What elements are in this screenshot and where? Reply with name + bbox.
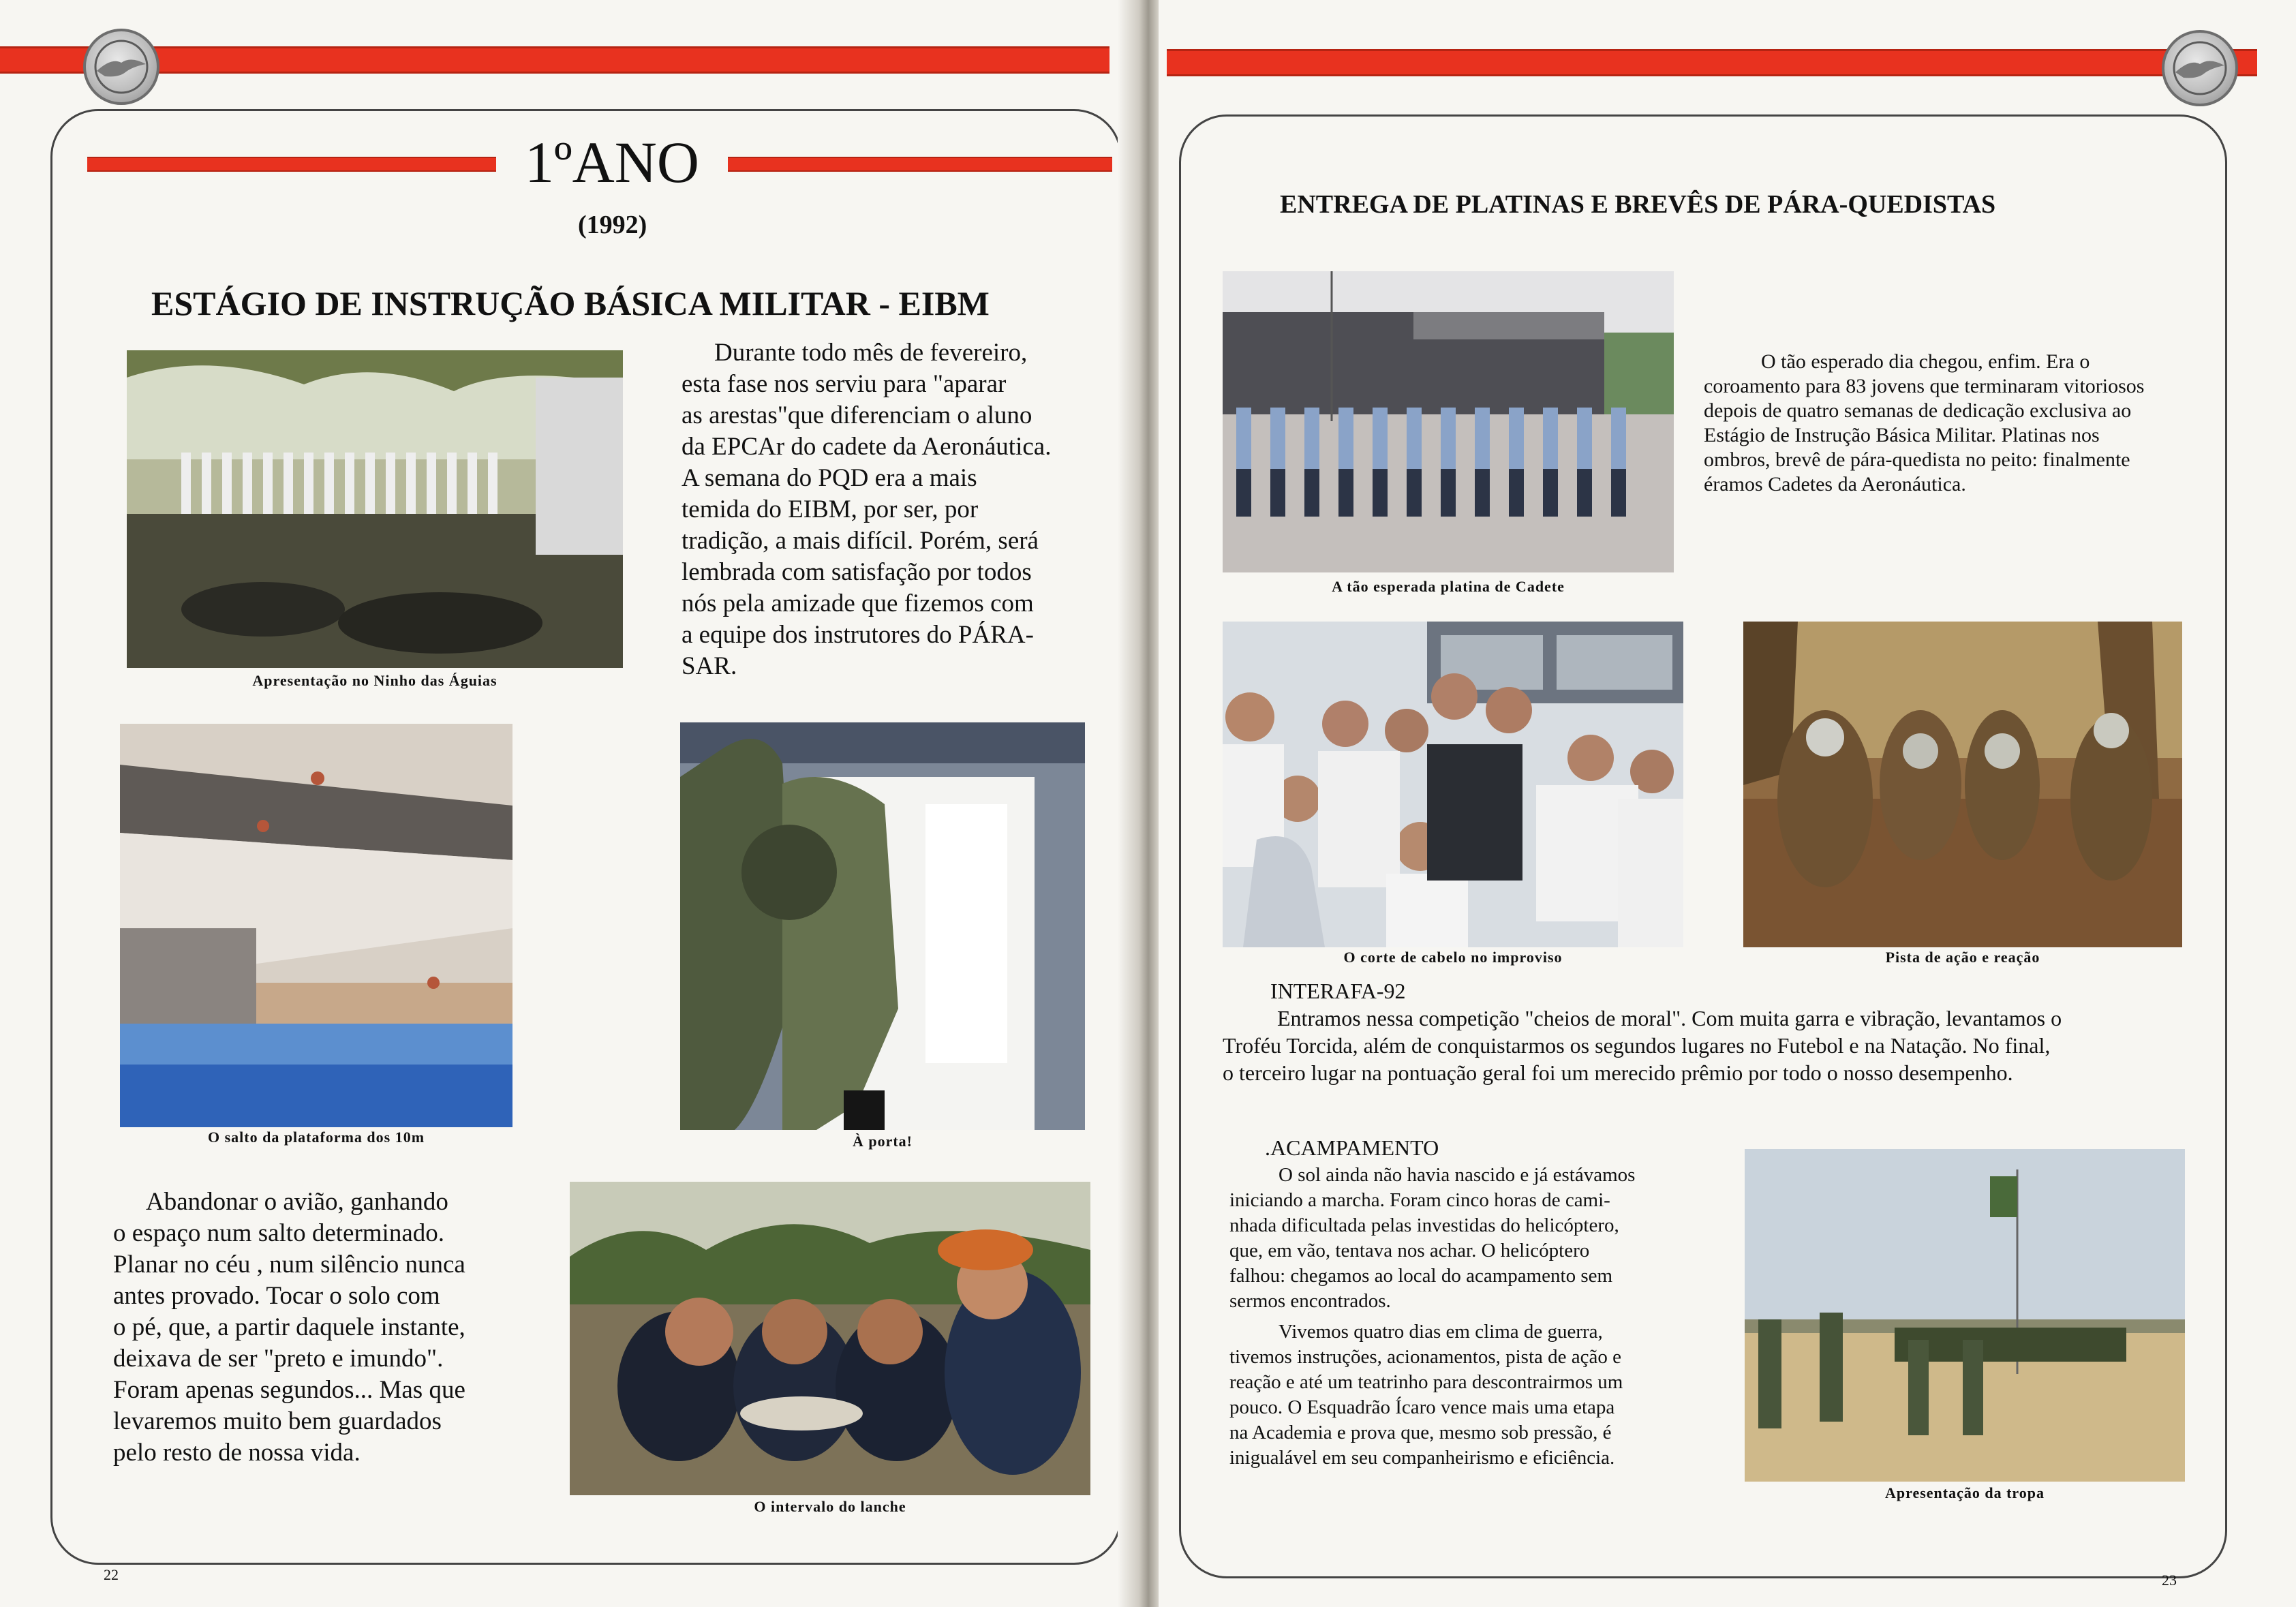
year-number: (1992) [578, 211, 647, 239]
caption-photo-3: À porta! [852, 1133, 913, 1150]
page-number-right: 23 [2162, 1572, 2177, 1589]
camp-line: tivemos instruções, acionamentos, pista de ação e [1229, 1346, 1621, 1368]
camp-line: inigualável em seu companheirismo e eficiência. [1229, 1447, 1615, 1469]
emblem-icon [83, 29, 159, 105]
interafa-line: o terceiro lugar na pontuação geral foi um merecido prêmio por todo o nosso desempenho. [1223, 1060, 2013, 1085]
jump-line: o pé, que, a partir daquele instante, [113, 1313, 465, 1341]
platinas-line: éramos Cadetes da Aeronáutica. [1704, 473, 1966, 495]
photo-intervalo-lanche [570, 1182, 1090, 1495]
top-red-bar-left [0, 46, 1109, 74]
interafa-line: Troféu Torcida, além de conquistarmos os segundos lugares no Futebol e na Natação. No final, [1223, 1033, 2051, 1058]
emblem-icon [2162, 30, 2238, 106]
photo-apresentacao-tropa [1745, 1149, 2185, 1482]
camp-line: reação e até um teatrinho para descontrairmos um [1229, 1371, 1623, 1393]
intro-line: as arestas"que diferenciam o aluno [682, 401, 1032, 429]
camp-line: que, em vão, tentava nos achar. O helicóptero [1229, 1240, 1590, 1261]
section-title-platinas: ENTREGA DE PLATINAS E BREVÊS DE PÁRA-QUEDISTAS [1280, 190, 1996, 219]
photo-platina-cadete [1223, 271, 1674, 572]
right-page [1159, 0, 2296, 1607]
acampamento-title: .ACAMPAMENTO [1265, 1135, 1439, 1160]
camp-line: Vivemos quatro dias em clima de guerra, [1279, 1321, 1603, 1343]
year-title: 1ºANO [525, 129, 699, 195]
title-rule-right [728, 157, 1112, 172]
jump-line: Abandonar o avião, ganhando [146, 1188, 448, 1216]
intro-line: A semana do PQD era a mais [682, 464, 977, 492]
camp-line: falhou: chegamos ao local do acampamento sem [1229, 1265, 1613, 1287]
platinas-line: coroamento para 83 jovens que terminaram vitoriosos [1704, 375, 2145, 397]
caption-photo-4: O intervalo do lanche [754, 1498, 906, 1515]
platinas-line: depois de quatro semanas de dedicação exclusiva ao [1704, 399, 2132, 422]
jump-line: antes provado. Tocar o solo com [113, 1282, 440, 1310]
left-page [0, 0, 1137, 1607]
camp-line: na Academia e prova que, mesmo sob pressão, é [1229, 1422, 1612, 1443]
camp-line: iniciando a marcha. Foram cinco horas de cami- [1229, 1189, 1610, 1211]
photo-pista-acao-reacao [1743, 622, 2182, 947]
platinas-line: Estágio de Instrução Básica Militar. Platinas nos [1704, 424, 2100, 446]
intro-line: da EPCAr do cadete da Aeronáutica. [682, 433, 1052, 461]
photo-ninho-das-aguias [127, 350, 623, 668]
intro-line: a equipe dos instrutores do PÁRA- [682, 621, 1034, 649]
intro-line: Durante todo mês de fevereiro, [714, 339, 1028, 367]
page-number-left: 22 [104, 1566, 119, 1583]
camp-line: nhada dificultada pelas investidas do helicóptero, [1229, 1214, 1619, 1236]
intro-line: esta fase nos serviu para "aparar [682, 370, 1007, 398]
interafa-title: INTERAFA-92 [1270, 979, 1406, 1003]
section-title-eibm: ESTÁGIO DE INSTRUÇÃO BÁSICA MILITAR - EIBM [151, 284, 990, 322]
intro-line: temida do EIBM, por ser, por [682, 495, 979, 523]
camp-line: sermos encontrados. [1229, 1290, 1391, 1312]
top-red-bar-right [1167, 49, 2257, 76]
jump-line: Foram apenas segundos... Mas que [113, 1376, 465, 1404]
intro-line: lembrada com satisfação por todos [682, 558, 1032, 586]
photo-salto-plataforma [120, 724, 512, 1127]
intro-line: SAR. [682, 652, 737, 680]
jump-line: levaremos muito bem guardados [113, 1407, 442, 1435]
caption-photo-2: O corte de cabelo no improviso [1343, 949, 1563, 966]
jump-line: deixava de ser "preto e imundo". [113, 1345, 444, 1373]
camp-line: O sol ainda não havia nascido e já estávamos [1279, 1164, 1636, 1186]
platinas-line: ombros, brevê de pára-quedista no peito: finalmente [1704, 448, 2130, 471]
jump-line: Planar no céu , num silêncio nunca [113, 1251, 465, 1279]
jump-line: o espaço num salto determinado. [113, 1219, 445, 1247]
caption-photo-4: Apresentação da tropa [1884, 1484, 2045, 1501]
photo-corte-cabelo [1223, 622, 1683, 947]
title-rule-left [87, 157, 496, 172]
camp-line: pouco. O Esquadrão Ícaro vence mais uma etapa [1229, 1396, 1615, 1418]
jump-line: pelo resto de nossa vida. [113, 1439, 361, 1467]
caption-photo-3: Pista de ação e reação [1885, 949, 2040, 966]
interafa-line: Entramos nessa competição "cheios de moral". Com muita garra e vibração, levantamos o [1277, 1006, 2062, 1030]
caption-photo-1: Apresentação no Ninho das Águias [252, 672, 498, 689]
caption-photo-1: A tão esperada platina de Cadete [1332, 578, 1565, 595]
photo-a-porta [680, 722, 1085, 1130]
platinas-line: O tão esperado dia chegou, enfim. Era o [1761, 350, 2090, 373]
intro-line: tradição, a mais difícil. Porém, será [682, 527, 1039, 555]
intro-line: nós pela amizade que fizemos com [682, 590, 1034, 617]
caption-photo-2: O salto da plataforma dos 10m [207, 1129, 425, 1146]
